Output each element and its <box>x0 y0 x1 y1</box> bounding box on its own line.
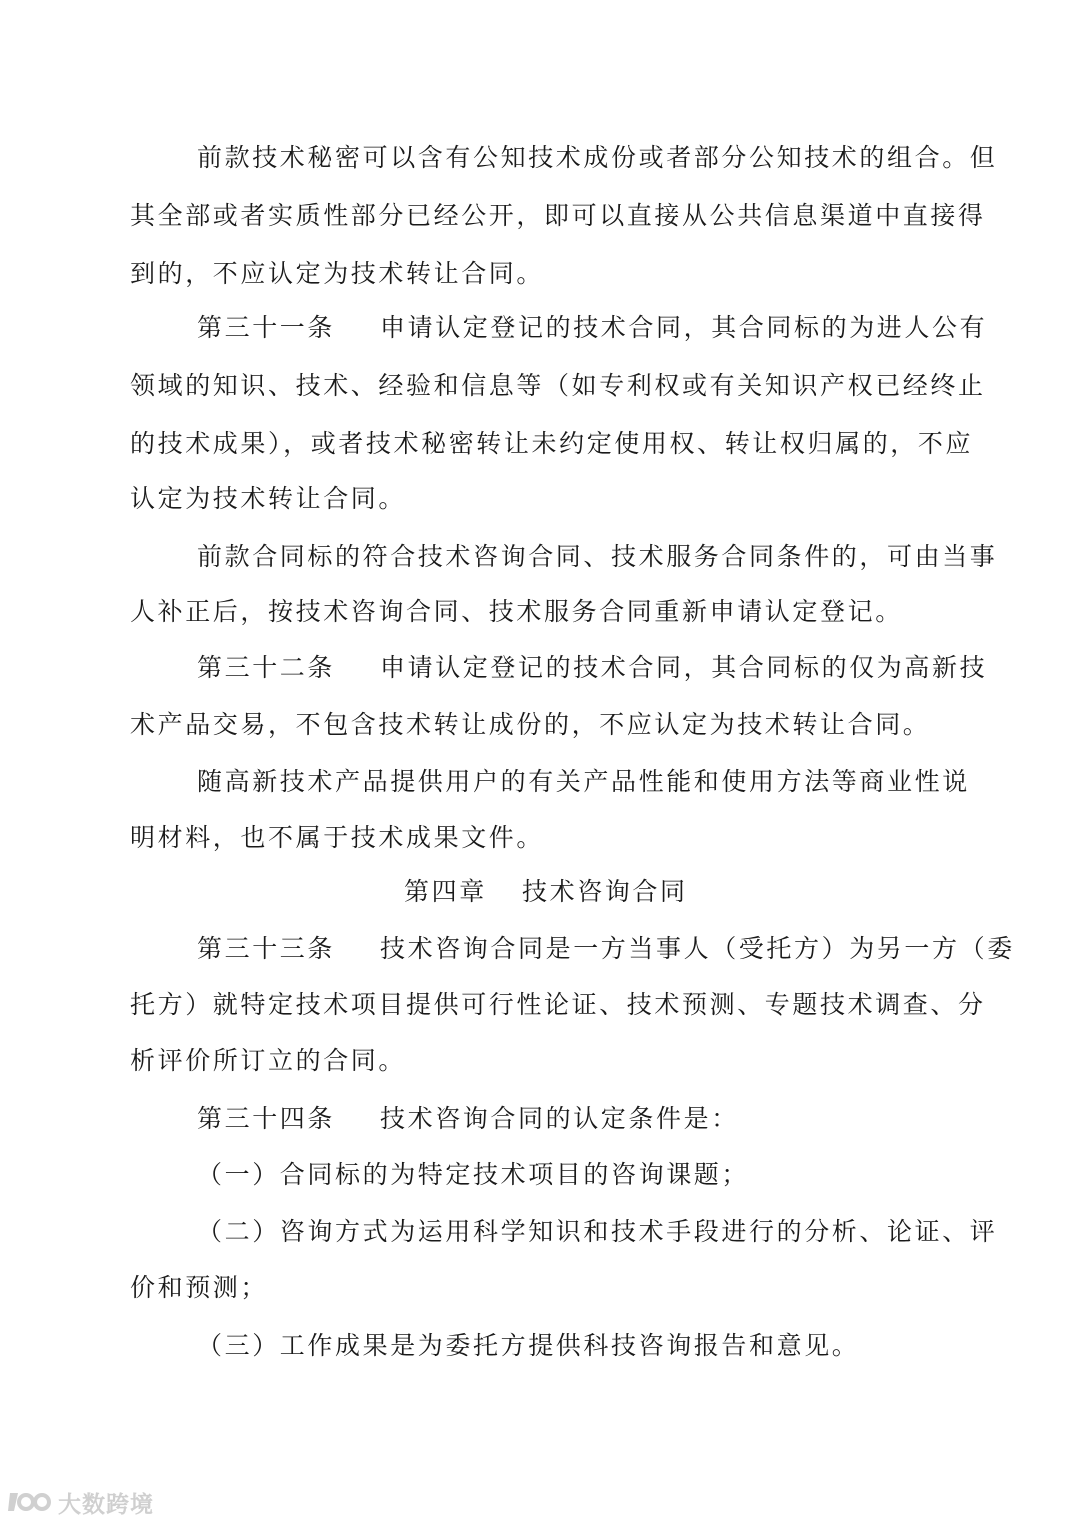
article-number: 第三十三条 <box>197 934 336 963</box>
text-line <box>0 366 1080 406</box>
text-line <box>0 537 1080 577</box>
article-number: 第三十一条 <box>197 313 336 342</box>
text-line <box>0 138 1080 178</box>
line-text: 技术咨询合同的认定条件是： <box>380 1104 739 1133</box>
line-text: 领域的知识、技术、经验和信息等（如专利权或有关知识产权已经终止 <box>130 371 986 400</box>
text-line <box>0 818 1080 858</box>
line-text: （三）工作成果是为委托方提供科技咨询报告和意见。 <box>197 1331 860 1360</box>
line-text: 随高新技术产品提供用户的有关产品性能和使用方法等商业性说 <box>197 767 970 796</box>
chapter-heading <box>0 872 1080 912</box>
line-text: 前款技术秘密可以含有公知技术成份或者部分公知技术的组合。但 <box>197 143 998 172</box>
watermark-text: 大数跨境 <box>58 1491 154 1518</box>
text-line <box>0 1099 1080 1139</box>
text-line <box>0 1268 1080 1308</box>
text-line <box>0 196 1080 236</box>
line-text: （二）咨询方式为运用科学知识和技术手段进行的分析、论证、评 <box>197 1217 998 1246</box>
list-item <box>0 1212 1080 1252</box>
line-text: 技术咨询合同是一方当事人（受托方）为另一方（委 <box>380 934 1015 963</box>
article-number: 第三十二条 <box>197 653 336 682</box>
text-line <box>0 705 1080 745</box>
line-text: 托方）就特定技术项目提供可行性论证、技术预测、专题技术调查、分 <box>130 990 986 1019</box>
text-line <box>0 424 1080 464</box>
line-text: 前款合同标的符合技术咨询合同、技术服务合同条件的，可由当事 <box>197 542 998 571</box>
text-line <box>0 592 1080 632</box>
line-text: 其全部或者实质性部分已经公开，即可以直接从公共信息渠道中直接得 <box>130 201 986 230</box>
line-text: 人补正后，按技术咨询合同、技术服务合同重新申请认定登记。 <box>130 597 903 626</box>
text-line <box>0 254 1080 294</box>
text-line <box>0 929 1080 969</box>
line-text: 析评价所订立的合同。 <box>130 1046 407 1075</box>
list-item <box>0 1155 1080 1195</box>
chapter-number: 第四章 <box>404 877 487 906</box>
line-text: 明材料，也不属于技术成果文件。 <box>130 823 545 852</box>
line-text: 认定为技术转让合同。 <box>130 484 407 513</box>
watermark <box>6 1482 154 1522</box>
line-text: 术产品交易，不包含技术转让成份的，不应认定为技术转让合同。 <box>130 710 931 739</box>
list-item <box>0 1326 1080 1366</box>
text-line <box>0 648 1080 688</box>
text-line <box>0 479 1080 519</box>
line-text: 申请认定登记的技术合同，其合同标的为进人公有 <box>380 313 988 342</box>
text-line <box>0 762 1080 802</box>
text-line <box>0 308 1080 348</box>
line-text: 到的，不应认定为技术转让合同。 <box>130 259 545 288</box>
line-text: 价和预测； <box>130 1273 269 1302</box>
line-text: 申请认定登记的技术合同，其合同标的仅为高新技 <box>380 653 988 682</box>
article-number: 第三十四条 <box>197 1104 336 1133</box>
line-text: 的技术成果），或者技术秘密转让未约定使用权、转让权归属的，不应 <box>130 429 974 458</box>
line-text: （一）合同标的为特定技术项目的咨询课题； <box>197 1160 750 1189</box>
brand-logo-icon <box>6 1487 52 1517</box>
text-line <box>0 1041 1080 1081</box>
chapter-title: 技术咨询合同 <box>522 877 688 906</box>
text-line <box>0 985 1080 1025</box>
